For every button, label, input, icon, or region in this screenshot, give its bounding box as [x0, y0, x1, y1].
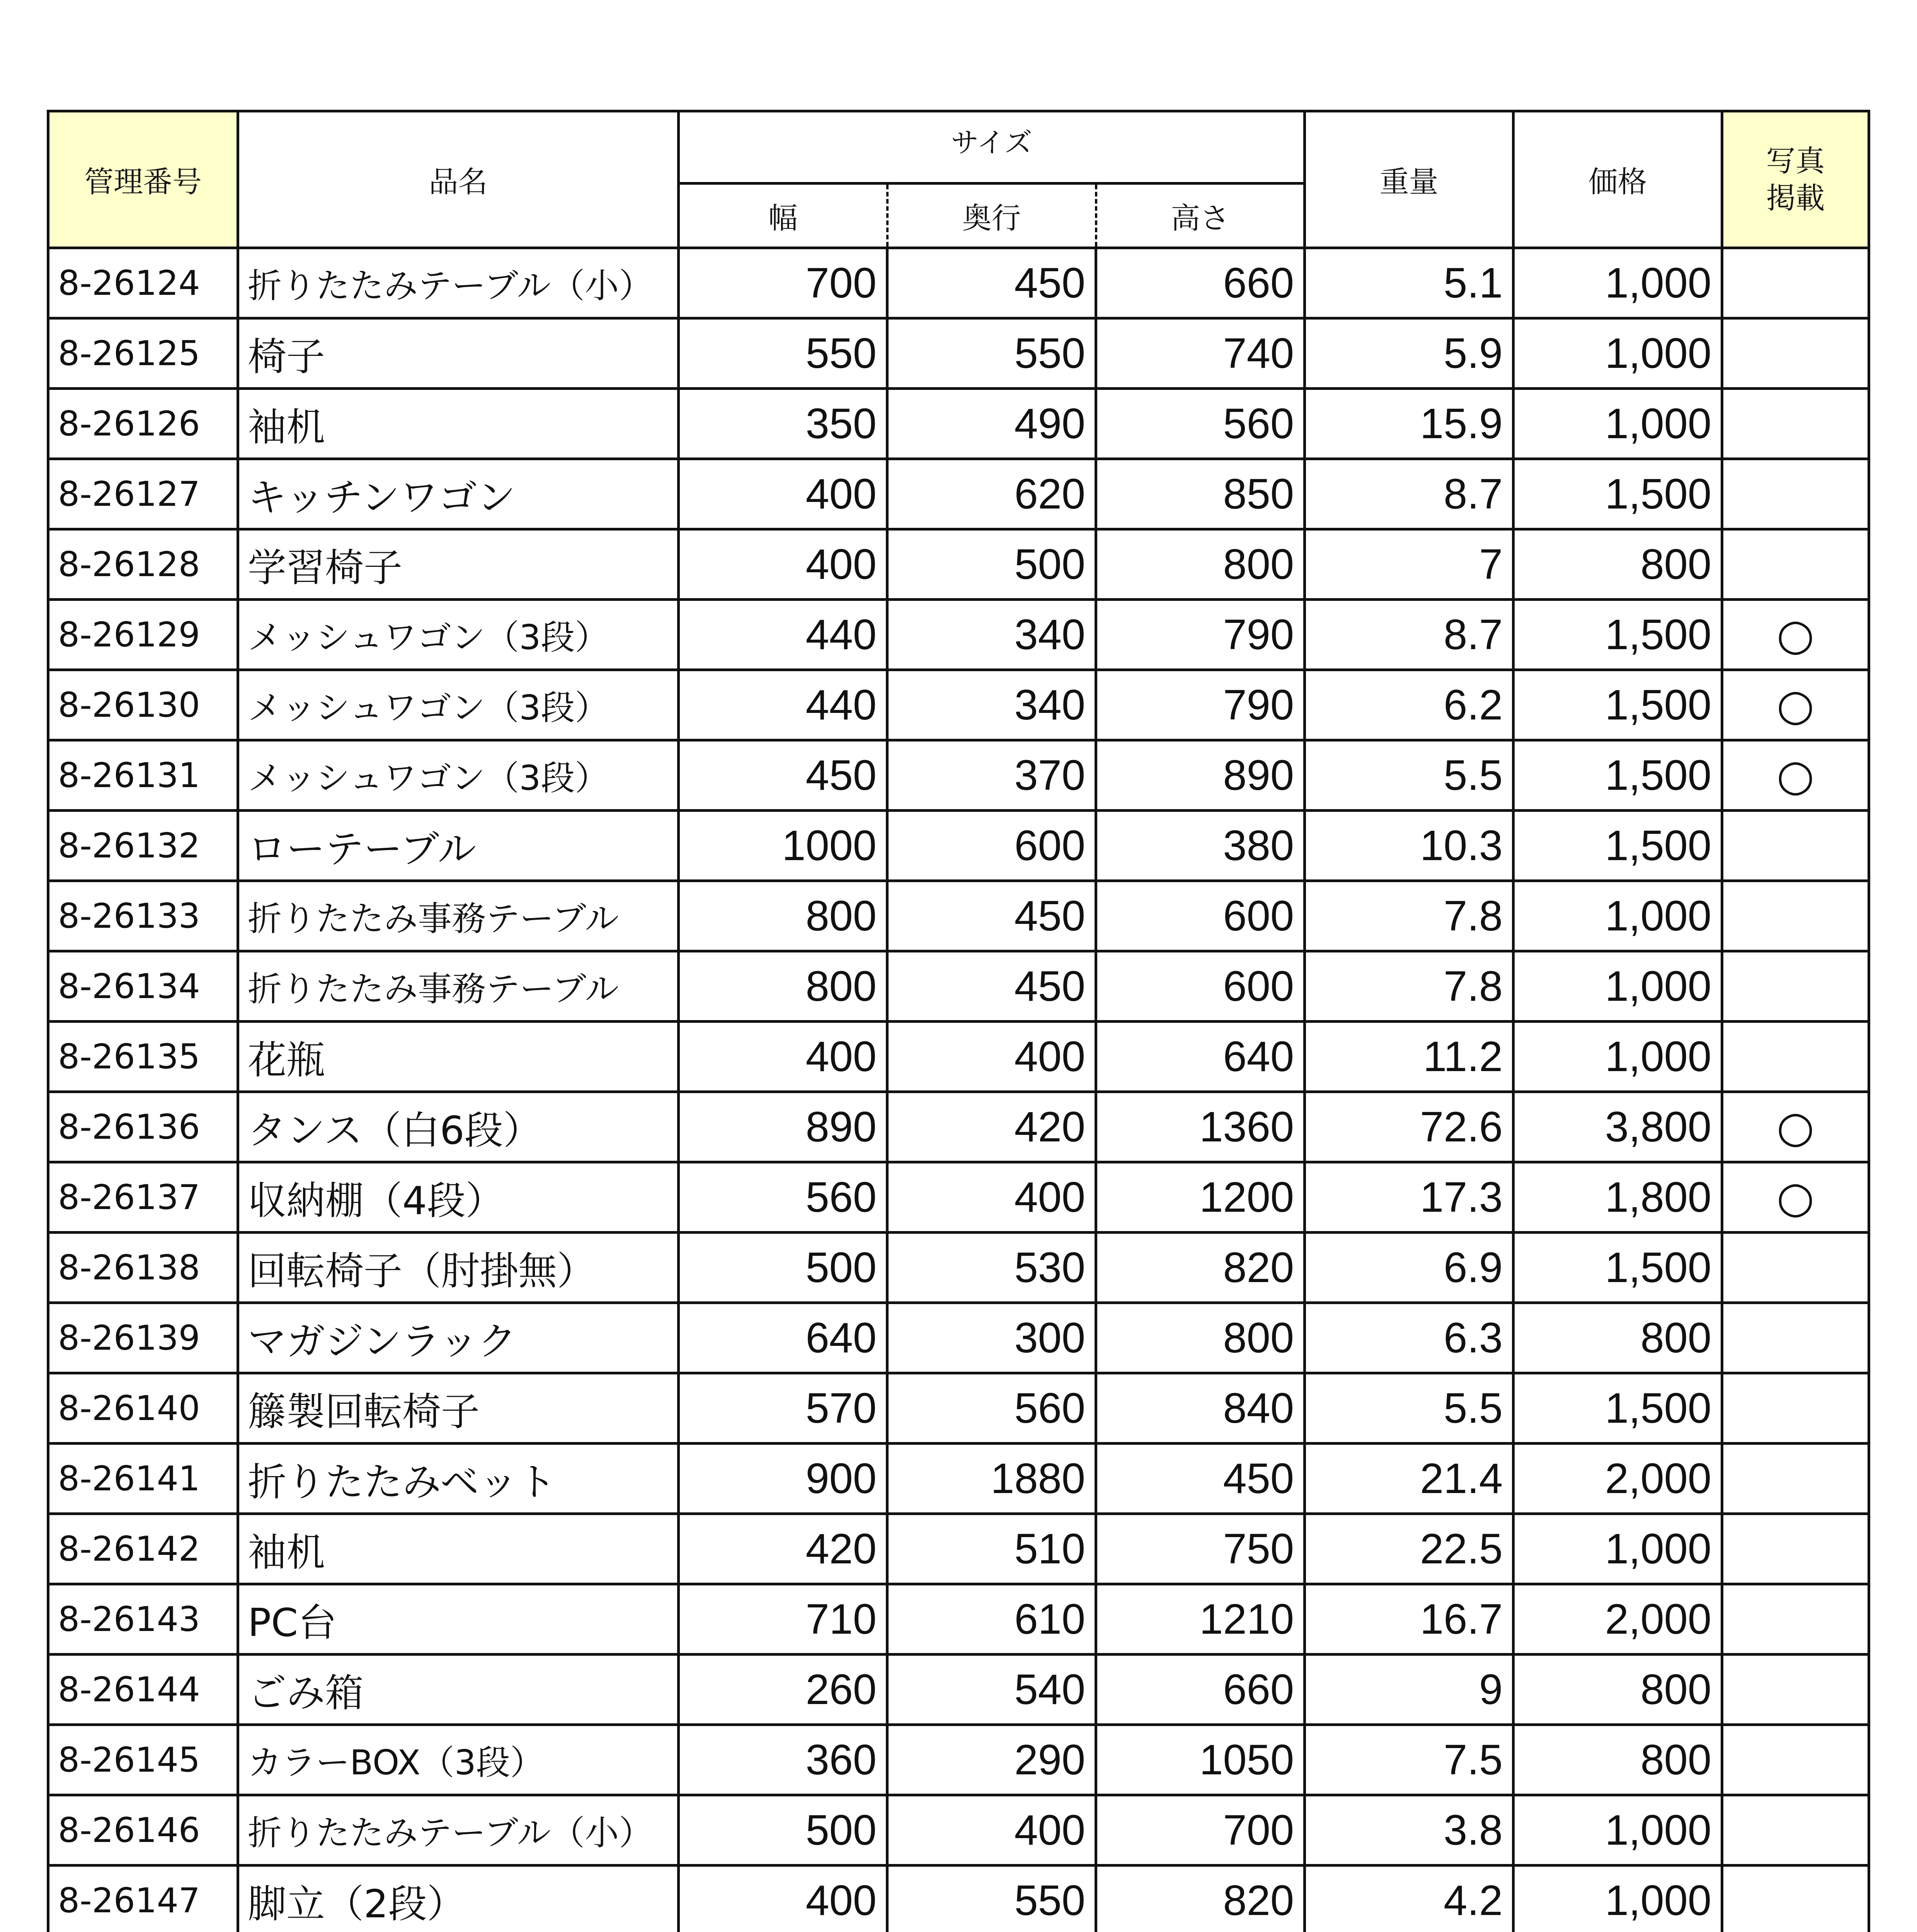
cell-height: 820 [1096, 1233, 1305, 1303]
cell-price: 1,000 [1514, 951, 1722, 1022]
cell-id: 8-26143 [48, 1584, 238, 1655]
cell-height: 450 [1096, 1444, 1305, 1514]
cell-price: 1,800 [1514, 1162, 1722, 1233]
cell-height: 1360 [1096, 1092, 1305, 1162]
cell-name: カラーBOX（3段） [238, 1725, 679, 1795]
cell-name: 袖机 [238, 389, 679, 459]
cell-price: 1,000 [1514, 881, 1722, 951]
cell-name: 脚立（2段） [238, 1866, 679, 1932]
table-row [48, 318, 1869, 389]
cell-height: 700 [1096, 1795, 1305, 1866]
cell-weight: 6.2 [1305, 670, 1514, 740]
cell-id: 8-26146 [48, 1795, 238, 1866]
table-row [48, 881, 1869, 951]
cell-width: 400 [679, 529, 887, 600]
cell-price: 1,000 [1514, 318, 1722, 389]
table-row [48, 1725, 1869, 1795]
cell-price: 3,800 [1514, 1092, 1722, 1162]
cell-width: 570 [679, 1373, 887, 1444]
cell-weight: 3.8 [1305, 1795, 1514, 1866]
cell-depth: 300 [887, 1303, 1096, 1373]
cell-id: 8-26144 [48, 1655, 238, 1725]
cell-weight: 6.3 [1305, 1303, 1514, 1373]
cell-price: 800 [1514, 1655, 1722, 1725]
cell-price: 1,000 [1514, 389, 1722, 459]
cell-photo [1722, 1795, 1869, 1866]
cell-height: 640 [1096, 1022, 1305, 1092]
cell-id: 8-26132 [48, 811, 238, 881]
cell-photo [1722, 1022, 1869, 1092]
table-body [48, 248, 1869, 1932]
cell-weight: 16.7 [1305, 1584, 1514, 1655]
cell-weight: 5.9 [1305, 318, 1514, 389]
cell-price: 1,000 [1514, 1795, 1722, 1866]
header-size-group: サイズ [679, 111, 1305, 184]
cell-height: 890 [1096, 740, 1305, 811]
cell-height: 600 [1096, 881, 1305, 951]
cell-price: 1,500 [1514, 1233, 1722, 1303]
cell-height: 740 [1096, 318, 1305, 389]
cell-id: 8-26129 [48, 600, 238, 670]
cell-price: 1,500 [1514, 1373, 1722, 1444]
cell-photo: ○ [1722, 1092, 1869, 1162]
cell-width: 360 [679, 1725, 887, 1795]
cell-weight: 11.2 [1305, 1022, 1514, 1092]
table-row [48, 1092, 1869, 1162]
cell-depth: 500 [887, 529, 1096, 600]
cell-name: 籐製回転椅子 [238, 1373, 679, 1444]
cell-weight: 10.3 [1305, 811, 1514, 881]
header-photo-line2: 掲載 [1766, 180, 1825, 215]
cell-width: 900 [679, 1444, 887, 1514]
cell-price: 1,500 [1514, 600, 1722, 670]
cell-height: 660 [1096, 1655, 1305, 1725]
cell-photo: ○ [1722, 740, 1869, 811]
cell-height: 840 [1096, 1373, 1305, 1444]
cell-price: 1,500 [1514, 459, 1722, 529]
cell-depth: 400 [887, 1795, 1096, 1866]
cell-id: 8-26126 [48, 389, 238, 459]
cell-name: 折りたたみ事務テーブル [238, 951, 679, 1022]
cell-depth: 510 [887, 1514, 1096, 1584]
cell-height: 600 [1096, 951, 1305, 1022]
cell-photo [1722, 1655, 1869, 1725]
cell-width: 440 [679, 670, 887, 740]
table-header [48, 111, 1869, 248]
cell-depth: 610 [887, 1584, 1096, 1655]
cell-price: 1,000 [1514, 1022, 1722, 1092]
cell-photo [1722, 1233, 1869, 1303]
cell-depth: 600 [887, 811, 1096, 881]
cell-height: 800 [1096, 529, 1305, 600]
cell-name: PC台 [238, 1584, 679, 1655]
table-row [48, 740, 1869, 811]
cell-width: 450 [679, 740, 887, 811]
cell-photo [1722, 529, 1869, 600]
cell-name: 折りたたみベット [238, 1444, 679, 1514]
table-row [48, 459, 1869, 529]
cell-price: 1,500 [1514, 740, 1722, 811]
cell-name: 花瓶 [238, 1022, 679, 1092]
header-price: 価格 [1514, 111, 1722, 248]
header-name: 品名 [238, 111, 679, 248]
cell-photo [1722, 811, 1869, 881]
cell-photo: ○ [1722, 600, 1869, 670]
cell-photo [1722, 1866, 1869, 1932]
cell-photo: ○ [1722, 1162, 1869, 1233]
table-row [48, 670, 1869, 740]
cell-name: キッチンワゴン [238, 459, 679, 529]
cell-id: 8-26137 [48, 1162, 238, 1233]
table-row [48, 1162, 1869, 1233]
cell-price: 1,500 [1514, 670, 1722, 740]
header-id: 管理番号 [48, 111, 238, 248]
cell-depth: 540 [887, 1655, 1096, 1725]
cell-id: 8-26139 [48, 1303, 238, 1373]
cell-width: 800 [679, 951, 887, 1022]
cell-photo [1722, 389, 1869, 459]
cell-id: 8-26141 [48, 1444, 238, 1514]
cell-name: 折りたたみテーブル（小） [238, 1795, 679, 1866]
cell-name: 袖机 [238, 1514, 679, 1584]
cell-weight: 5.5 [1305, 740, 1514, 811]
cell-depth: 370 [887, 740, 1096, 811]
cell-width: 1000 [679, 811, 887, 881]
cell-width: 560 [679, 1162, 887, 1233]
table-row [48, 1795, 1869, 1866]
cell-id: 8-26127 [48, 459, 238, 529]
header-width: 幅 [679, 184, 887, 248]
table-row [48, 248, 1869, 318]
cell-width: 400 [679, 1866, 887, 1932]
cell-width: 550 [679, 318, 887, 389]
cell-price: 800 [1514, 1725, 1722, 1795]
cell-depth: 450 [887, 248, 1096, 318]
cell-weight: 7.5 [1305, 1725, 1514, 1795]
header-photo-line1: 写真 [1766, 143, 1825, 178]
cell-depth: 550 [887, 318, 1096, 389]
inventory-table [47, 110, 1870, 1932]
cell-height: 750 [1096, 1514, 1305, 1584]
cell-photo [1722, 318, 1869, 389]
cell-height: 790 [1096, 600, 1305, 670]
cell-weight: 7.8 [1305, 951, 1514, 1022]
cell-depth: 560 [887, 1373, 1096, 1444]
cell-name: 椅子 [238, 318, 679, 389]
cell-height: 660 [1096, 248, 1305, 318]
cell-price: 800 [1514, 1303, 1722, 1373]
cell-photo [1722, 1514, 1869, 1584]
table-row [48, 1444, 1869, 1514]
cell-weight: 22.5 [1305, 1514, 1514, 1584]
cell-height: 790 [1096, 670, 1305, 740]
cell-depth: 450 [887, 881, 1096, 951]
cell-weight: 6.9 [1305, 1233, 1514, 1303]
cell-id: 8-26128 [48, 529, 238, 600]
cell-price: 1,500 [1514, 811, 1722, 881]
cell-weight: 5.5 [1305, 1373, 1514, 1444]
cell-name: メッシュワゴン（3段） [238, 670, 679, 740]
table-row [48, 1584, 1869, 1655]
cell-weight: 5.1 [1305, 248, 1514, 318]
cell-depth: 490 [887, 389, 1096, 459]
cell-id: 8-26131 [48, 740, 238, 811]
header-weight: 重量 [1305, 111, 1514, 248]
cell-name: 折りたたみ事務テーブル [238, 881, 679, 951]
table-row [48, 951, 1869, 1022]
table-row [48, 811, 1869, 881]
cell-weight: 4.2 [1305, 1866, 1514, 1932]
cell-width: 890 [679, 1092, 887, 1162]
cell-height: 560 [1096, 389, 1305, 459]
cell-depth: 340 [887, 670, 1096, 740]
cell-weight: 21.4 [1305, 1444, 1514, 1514]
cell-photo [1722, 1444, 1869, 1514]
cell-id: 8-26134 [48, 951, 238, 1022]
table-row [48, 1303, 1869, 1373]
cell-photo [1722, 459, 1869, 529]
table-row [48, 1373, 1869, 1444]
cell-id: 8-26130 [48, 670, 238, 740]
header-photo [1722, 111, 1869, 248]
cell-name: 回転椅子（肘掛無） [238, 1233, 679, 1303]
cell-weight: 72.6 [1305, 1092, 1514, 1162]
cell-id: 8-26136 [48, 1092, 238, 1162]
cell-id: 8-26138 [48, 1233, 238, 1303]
cell-depth: 1880 [887, 1444, 1096, 1514]
cell-height: 850 [1096, 459, 1305, 529]
cell-height: 1050 [1096, 1725, 1305, 1795]
cell-name: タンス（白6段） [238, 1092, 679, 1162]
table-row [48, 1514, 1869, 1584]
cell-price: 2,000 [1514, 1444, 1722, 1514]
table-row [48, 1866, 1869, 1932]
cell-id: 8-26125 [48, 318, 238, 389]
cell-id: 8-26133 [48, 881, 238, 951]
cell-price: 1,000 [1514, 1514, 1722, 1584]
cell-depth: 400 [887, 1162, 1096, 1233]
cell-height: 800 [1096, 1303, 1305, 1373]
cell-photo [1722, 881, 1869, 951]
cell-name: マガジンラック [238, 1303, 679, 1373]
cell-depth: 450 [887, 951, 1096, 1022]
cell-weight: 7.8 [1305, 881, 1514, 951]
cell-photo [1722, 248, 1869, 318]
cell-photo: ○ [1722, 670, 1869, 740]
cell-name: 収納棚（4段） [238, 1162, 679, 1233]
table-row [48, 1022, 1869, 1092]
cell-id: 8-26124 [48, 248, 238, 318]
cell-name: ごみ箱 [238, 1655, 679, 1725]
cell-width: 350 [679, 389, 887, 459]
cell-width: 710 [679, 1584, 887, 1655]
cell-id: 8-26140 [48, 1373, 238, 1444]
cell-name: 学習椅子 [238, 529, 679, 600]
cell-width: 640 [679, 1303, 887, 1373]
cell-depth: 400 [887, 1022, 1096, 1092]
cell-photo [1722, 951, 1869, 1022]
cell-id: 8-26135 [48, 1022, 238, 1092]
cell-width: 400 [679, 459, 887, 529]
cell-depth: 620 [887, 459, 1096, 529]
header-height: 高さ [1096, 184, 1305, 248]
cell-weight: 7 [1305, 529, 1514, 600]
cell-width: 260 [679, 1655, 887, 1725]
cell-price: 1,000 [1514, 248, 1722, 318]
cell-height: 1200 [1096, 1162, 1305, 1233]
cell-height: 820 [1096, 1866, 1305, 1932]
cell-photo [1722, 1725, 1869, 1795]
cell-width: 420 [679, 1514, 887, 1584]
cell-width: 800 [679, 881, 887, 951]
cell-depth: 420 [887, 1092, 1096, 1162]
cell-price: 1,000 [1514, 1866, 1722, 1932]
cell-depth: 530 [887, 1233, 1096, 1303]
cell-name: メッシュワゴン（3段） [238, 600, 679, 670]
cell-price: 800 [1514, 529, 1722, 600]
cell-depth: 290 [887, 1725, 1096, 1795]
table-row [48, 389, 1869, 459]
cell-name: メッシュワゴン（3段） [238, 740, 679, 811]
cell-height: 1210 [1096, 1584, 1305, 1655]
table-row [48, 529, 1869, 600]
cell-price: 2,000 [1514, 1584, 1722, 1655]
cell-photo [1722, 1303, 1869, 1373]
table-row [48, 1233, 1869, 1303]
header-depth: 奥行 [887, 184, 1096, 248]
inventory-sheet [47, 110, 1870, 1932]
cell-weight: 8.7 [1305, 459, 1514, 529]
cell-id: 8-26142 [48, 1514, 238, 1584]
cell-depth: 550 [887, 1866, 1096, 1932]
cell-width: 500 [679, 1233, 887, 1303]
cell-weight: 17.3 [1305, 1162, 1514, 1233]
cell-width: 500 [679, 1795, 887, 1866]
cell-weight: 9 [1305, 1655, 1514, 1725]
cell-weight: 15.9 [1305, 389, 1514, 459]
cell-id: 8-26145 [48, 1725, 238, 1795]
cell-width: 400 [679, 1022, 887, 1092]
cell-width: 700 [679, 248, 887, 318]
cell-name: ローテーブル [238, 811, 679, 881]
cell-height: 380 [1096, 811, 1305, 881]
cell-depth: 340 [887, 600, 1096, 670]
cell-photo [1722, 1584, 1869, 1655]
table-row [48, 1655, 1869, 1725]
cell-photo [1722, 1373, 1869, 1444]
table-row [48, 600, 1869, 670]
cell-width: 440 [679, 600, 887, 670]
cell-weight: 8.7 [1305, 600, 1514, 670]
cell-name: 折りたたみテーブル（小） [238, 248, 679, 318]
cell-id: 8-26147 [48, 1866, 238, 1932]
